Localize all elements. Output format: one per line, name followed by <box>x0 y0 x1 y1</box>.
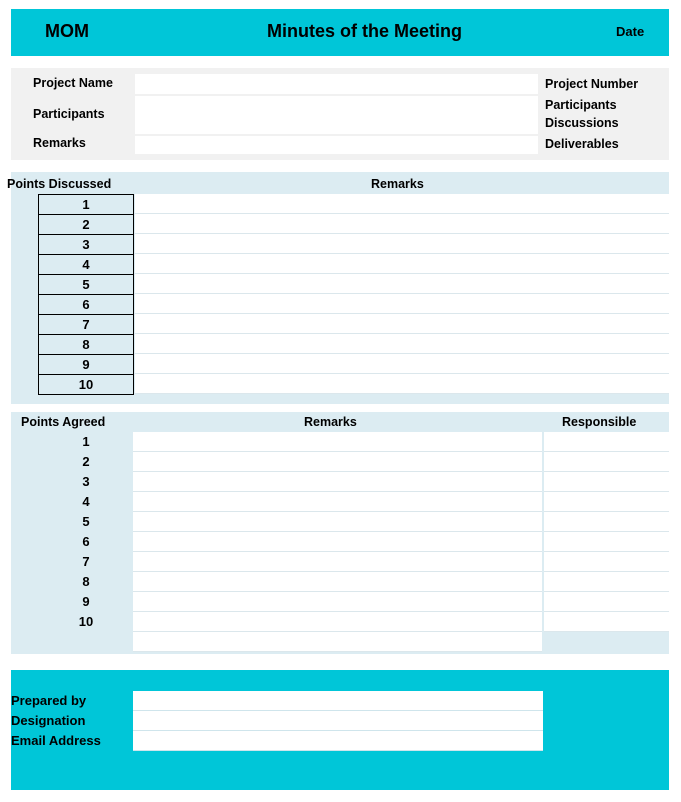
discussed-remarks-cell[interactable] <box>135 254 669 274</box>
agreed-remarks-cell[interactable] <box>133 492 542 512</box>
agreed-remarks-column <box>133 432 542 652</box>
remarks-field[interactable] <box>135 136 538 154</box>
participants-label: Participants <box>33 107 105 121</box>
responsible-column <box>544 432 669 632</box>
discussed-remarks-cell[interactable] <box>135 334 669 354</box>
header-bar <box>11 9 669 56</box>
project-name-label: Project Name <box>33 76 113 90</box>
prepared-by-label: Prepared by <box>11 693 87 708</box>
email-address-label: Email Address <box>11 733 101 748</box>
remarks-label: Remarks <box>33 136 86 150</box>
agreed-remarks-cell[interactable] <box>133 592 542 612</box>
responsible-cell[interactable] <box>544 432 669 452</box>
deliverables-label: Deliverables <box>545 137 619 151</box>
designation-label: Designation <box>11 713 86 728</box>
email-address-field[interactable] <box>133 731 543 751</box>
agreed-remarks-cell[interactable] <box>133 452 542 472</box>
discussed-remarks-cell[interactable] <box>135 354 669 374</box>
responsible-cell[interactable] <box>544 492 669 512</box>
footer-section <box>11 670 669 790</box>
discussed-remarks-cell[interactable] <box>135 314 669 334</box>
agreed-remarks-cell[interactable] <box>133 552 542 572</box>
responsible-cell[interactable] <box>544 592 669 612</box>
agreed-row-number: 3 <box>82 474 90 489</box>
agreed-remarks-cell[interactable] <box>133 512 542 532</box>
date-label: Date <box>616 24 645 39</box>
agreed-row-number: 4 <box>82 494 90 509</box>
agreed-remarks-header: Remarks <box>304 415 357 429</box>
page-title: Minutes of the Meeting <box>267 21 462 41</box>
discussed-remarks-cell[interactable] <box>135 374 669 394</box>
responsible-header: Responsible <box>562 415 637 429</box>
discussions-label: Discussions <box>545 116 619 130</box>
project-number-label: Project Number <box>545 77 639 91</box>
discussed-row-number: 9 <box>38 355 134 375</box>
discussed-row-number: 3 <box>38 235 134 255</box>
project-info-section <box>11 68 669 160</box>
points-discussed-section <box>7 172 669 404</box>
responsible-cell[interactable] <box>544 612 669 632</box>
agreed-remarks-cell[interactable] <box>133 572 542 592</box>
mom-label: MOM <box>45 21 89 41</box>
discussed-remarks-cell[interactable] <box>135 234 669 254</box>
discussed-row-number: 5 <box>38 275 134 295</box>
agreed-row-number: 5 <box>82 514 90 529</box>
agreed-row-number: 9 <box>82 594 90 609</box>
discussed-row-number: 2 <box>38 215 134 235</box>
points-discussed-header: Points Discussed <box>7 177 112 191</box>
discussed-row-number: 10 <box>38 375 134 395</box>
responsible-cell[interactable] <box>544 572 669 592</box>
discussed-row-number: 6 <box>38 295 134 315</box>
participants-field[interactable] <box>135 96 538 134</box>
agreed-remarks-cell[interactable] <box>133 612 542 632</box>
discussed-remarks-cell[interactable] <box>135 194 669 214</box>
agreed-number-column <box>41 432 131 632</box>
agreed-row-number: 7 <box>82 554 90 569</box>
discussed-remarks-cell[interactable] <box>135 294 669 314</box>
agreed-row-number: 6 <box>82 534 90 549</box>
agreed-row-number: 10 <box>78 614 94 629</box>
agreed-remarks-cell[interactable] <box>133 532 542 552</box>
participants-right-label: Participants <box>545 98 617 112</box>
agreed-remarks-cell[interactable] <box>133 632 542 652</box>
project-name-field[interactable] <box>135 74 538 94</box>
footer-fields <box>133 691 543 751</box>
agreed-row-number: 2 <box>82 454 90 469</box>
points-agreed-header: Points Agreed <box>21 415 106 429</box>
responsible-cell[interactable] <box>544 532 669 552</box>
agreed-remarks-cell[interactable] <box>133 472 542 492</box>
agreed-row-number: 1 <box>82 434 90 449</box>
discussed-row-number: 4 <box>38 255 134 275</box>
discussed-remarks-cell[interactable] <box>135 274 669 294</box>
designation-field[interactable] <box>133 711 543 731</box>
discussed-row-number: 1 <box>38 194 134 215</box>
discussed-row-number: 8 <box>38 335 134 355</box>
discussed-remarks-header: Remarks <box>371 177 424 191</box>
prepared-by-field[interactable] <box>133 691 543 711</box>
responsible-cell[interactable] <box>544 472 669 492</box>
discussed-remarks-column <box>135 194 669 394</box>
agreed-row-number: 8 <box>82 574 90 589</box>
responsible-cell[interactable] <box>544 512 669 532</box>
discussed-remarks-cell[interactable] <box>135 214 669 234</box>
points-agreed-section <box>11 412 669 654</box>
discussed-row-number: 7 <box>38 315 134 335</box>
agreed-remarks-cell[interactable] <box>133 432 542 452</box>
responsible-cell[interactable] <box>544 452 669 472</box>
discussed-number-column <box>38 194 134 395</box>
responsible-cell[interactable] <box>544 552 669 572</box>
